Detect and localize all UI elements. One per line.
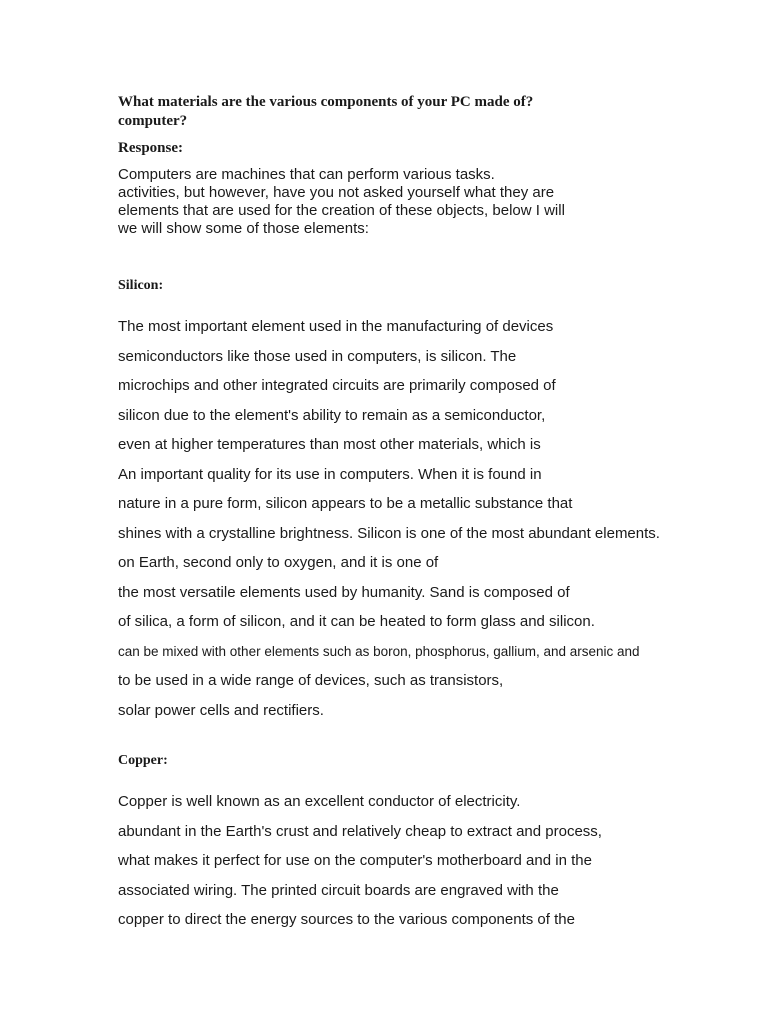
body-line: Copper is well known as an excellent conductor of electricity. <box>118 793 521 810</box>
section-body-silicon <box>118 317 660 730</box>
body-line: silicon due to the element's ability to remain as a semiconductor, <box>118 406 546 424</box>
question-line-1: What materials are the various components of your PC made of? <box>118 94 534 110</box>
response-label: Response: <box>118 140 184 156</box>
body-line: even at higher temperatures than most other materials, which is <box>118 436 541 453</box>
body-line: the most versatile elements used by humanity. Sand is composed of <box>118 583 570 601</box>
body-line: microchips and other integrated circuits are primarily composed of <box>118 377 556 394</box>
body-line: abundant in the Earth's crust and relatively cheap to extract and process, <box>118 822 602 840</box>
body-line: nature in a pure form, silicon appears to be a metallic substance that <box>118 495 573 512</box>
intro-line: Computers are machines that can perform various tasks. <box>118 166 495 183</box>
intro-paragraph <box>118 166 565 238</box>
body-line: to be used in a wide range of devices, such as transistors, <box>118 672 504 689</box>
body-line: on Earth, second only to oxygen, and it is one of <box>118 554 439 571</box>
intro-line: we will show some of those elements: <box>118 220 369 237</box>
body-line: An important quality for its use in computers. When it is found in <box>118 465 542 483</box>
body-line: what makes it perfect for use on the computer's motherboard and in the <box>118 852 592 869</box>
body-line: of silica, a form of silicon, and it can be heated to form glass and silicon. <box>118 613 595 630</box>
intro-line: activities, but however, have you not asked yourself what they are <box>118 184 555 201</box>
body-line: associated wiring. The printed circuit boards are engraved with the <box>118 881 559 899</box>
body-line: The most important element used in the manufacturing of devices <box>118 318 554 335</box>
body-line: solar power cells and rectifiers. <box>118 701 324 719</box>
section-body-copper <box>118 792 602 940</box>
body-line: copper to direct the energy sources to the various components of the <box>118 911 575 928</box>
question-line-2: computer? <box>118 113 188 129</box>
section-heading-silicon: Silicon: <box>118 278 164 293</box>
body-line: can be mixed with other elements such as boron, phosphorus, gallium, and arsenic and <box>118 643 640 659</box>
intro-line: elements that are used for the creation of these objects, below I will <box>118 202 565 219</box>
question-title <box>118 93 533 131</box>
body-line: shines with a crystalline brightness. Silicon is one of the most abundant elements. <box>118 524 660 542</box>
body-line: semiconductors like those used in computers, is silicon. The <box>118 347 517 365</box>
section-heading-copper: Copper: <box>118 753 168 768</box>
